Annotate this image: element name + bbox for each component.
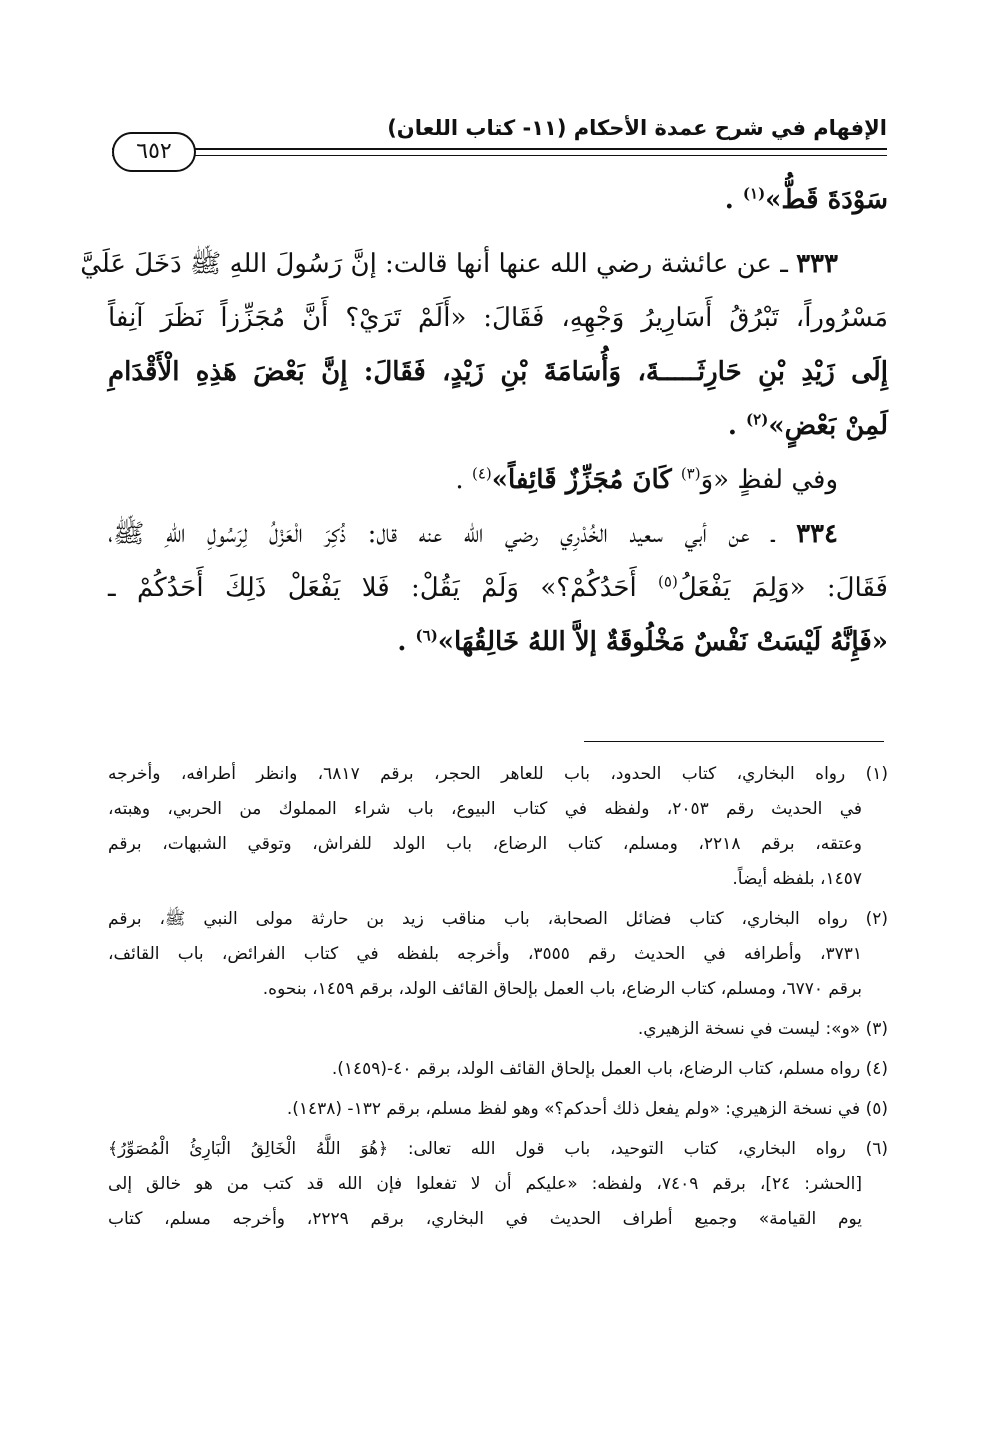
footnote-3 [108, 1012, 888, 1047]
main-text [80, 180, 888, 676]
footnote-ref-3: (٣) [680, 464, 701, 483]
text: كَانَ مُجَزِّزٌ قَائِفاً» [491, 465, 681, 495]
footnote-line: ١٤٥٧، بلفظه أيضاً. [732, 869, 862, 889]
hadith-number-333: ٣٣٣ [796, 249, 838, 279]
footnote-line: (٥) في نسخة الزهيري: «ولم يفعل ذلك أحدكم؟» وهو لفظ مسلم، برقم ١٣٢- (١٤٣٨). [286, 1099, 888, 1119]
footnote-line: يوم القيامة» وجميع أطراف الحديث في البخاري، برقم ٢٢٢٩، وأخرجه مسلم، كتاب [108, 1209, 862, 1229]
footnote-1 [108, 757, 888, 897]
text: لَمِنْ بَعْضٍ» [768, 411, 888, 441]
hadith-333-line-4: لَمِنْ بَعْضٍ»$^{(٢)}$ . [727, 410, 888, 441]
footnote-2 [108, 902, 888, 1007]
hadith-334-line-2 [108, 568, 888, 622]
text-line-1: سَوْدَةَ قَطُّ»$^{(١)}$ . [724, 184, 888, 215]
footnote-ref-2: (٢) [746, 410, 769, 429]
footnote-ref-4: (٤) [471, 464, 492, 483]
footnote-6 [108, 1132, 888, 1237]
footnote-line: (٤) رواه مسلم، كتاب الرضاع، باب العمل بإلحاق القائف الولد، برقم ٤٠-(١٤٥٩). [331, 1059, 888, 1079]
footnote-line: في الحديث رقم ٢٠٥٣، ولفظه في كتاب البيوع، باب شراء المملوك من الحربي، وهبته، [108, 799, 862, 819]
header-rule-thin [112, 155, 887, 156]
footnote-line: (٦) رواه البخاري، كتاب التوحيد، باب قول الله تعالى: ﴿هُوَ اللَّهُ الْخَالِقُ الْبَارِئُ الْمُصَوِّرُ﴾ [108, 1139, 888, 1159]
footnote-separator [584, 741, 884, 742]
hadith-333-line-3: إِلَى زَيْدِ بْنِ حَارِثَـــــةَ، وَأُسَامَةَ بْنِ زَيْدٍ، فَقَالَ: إِنَّ بَعْضَ هَذِهِ الْأَقْدَامِ [108, 357, 888, 387]
footnote-ref-1: (١) [742, 184, 766, 203]
footnote-line: (١) رواه البخاري، كتاب الحدود، باب للعاهر الحجر، برقم ٦٨١٧، وانظر أطرافه، وأخرجه [108, 764, 889, 784]
footnote-4 [108, 1052, 888, 1087]
text: أَحَدُكُمْ؟» وَلَمْ يَقُلْ: فَلا يَفْعَلْ ذَلِكَ أَحَدُكُمْ ـ [108, 573, 659, 603]
hadith-333-line-1 [80, 244, 888, 298]
text: وفي لفظٍ «وَ [700, 465, 838, 495]
footnote-ref-5: (٥) [658, 572, 678, 591]
footnote-ref-6: (٦) [415, 626, 438, 645]
hadith-number-334: ٣٣٤ [796, 519, 838, 549]
footnote-line: (٢) رواه البخاري، كتاب فضائل الصحابة، باب مناقب زيد بن حارثة مولى النبي ﷺ، برقم [108, 909, 888, 929]
text: ـ عن عائشة رضي الله عنها أنها قالت: إنَّ رَسُولَ اللهِ ﷺ دَخَلَ عَلَيَّ [80, 249, 788, 279]
footnote-line: برقم ٦٧٧٠، ومسلم، كتاب الرضاع، باب العمل بإلحاق القائف الولد، برقم ١٤٥٩، بنحوه. [262, 979, 862, 999]
hadith-334-line-1 [108, 514, 888, 568]
lafz-line: وفي لفظٍ «وَ$^{(٣)}$ كَانَ مُجَزِّزٌ قَائِفاً»$^{(٤)}$ . [455, 464, 838, 495]
footnote-line: ٣٧٣١، وأطرافه في الحديث رقم ٣٥٥٥، وأخرجه بلفظه في كتاب الفرائض، باب القائف، [108, 944, 863, 964]
text: سَوْدَةَ قَطُّ» [765, 185, 888, 215]
page-number: ٦٥٢ [112, 132, 196, 172]
text: ـ عن أبي سعيد الخُدْرِي رضي الله عنه قال: ذُكِرَ الْعَزْلُ لِرَسُولِ اللهِ ﷺ، [108, 519, 775, 549]
footnote-line: وعتقه، برقم ٢٢١٨، ومسلم، كتاب الرضاع، باب الولد للفراش، وتوقي الشبهات، برقم [108, 834, 862, 854]
text: «فَإِنَّهُ لَيْسَتْ نَفْسٌ مَخْلُوقَةٌ إلاَّ اللهُ خَالِقُهَا» [437, 627, 888, 657]
running-title: الإفهام في شرح عمدة الأحكام (١١- كتاب اللعان) [387, 116, 887, 140]
header-rule-thick [112, 148, 887, 150]
text: فَقَالَ: «وَلِمَ يَفْعَلُ [677, 573, 888, 603]
footnote-line: [الحشر: ٢٤]، برقم ٧٤٠٩، ولفظه: «عليكم أن لا تفعلوا فإن الله قد كتب من هو خالق إلى [108, 1174, 862, 1194]
footnote-5 [108, 1092, 888, 1127]
footnotes [108, 757, 888, 1242]
hadith-333-line-2: مَسْرُوراً، تَبْرُقُ أَسَارِيرُ وَجْهِهِ، فَقَالَ: «أَلَمْ تَرَيْ؟ أَنَّ مُجَزِّزاً نَظَرَ آنِفاً [108, 303, 888, 333]
page-header [112, 110, 887, 170]
hadith-334-line-3: «فَإِنَّهُ لَيْسَتْ نَفْسٌ مَخْلُوقَةٌ إلاَّ اللهُ خَالِقُهَا»$^{(٦)}$ . [397, 626, 888, 657]
footnote-line: (٣) «و»: ليست في نسخة الزهيري. [637, 1019, 888, 1039]
